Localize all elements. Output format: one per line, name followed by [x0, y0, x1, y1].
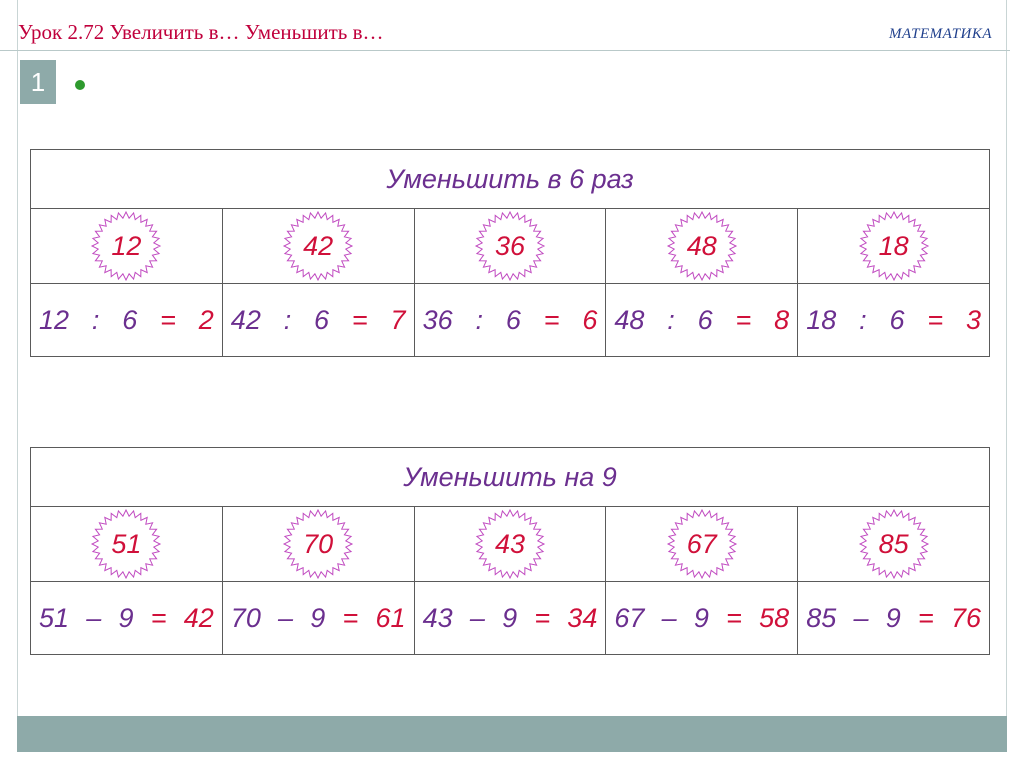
- operand-b: 9: [885, 602, 901, 633]
- number-cell: [414, 507, 606, 582]
- equals-sign: =: [534, 602, 551, 633]
- equation-cell: [414, 582, 606, 655]
- operand-a: 42: [230, 304, 261, 335]
- starburst-badge: [282, 210, 354, 282]
- task-heading: Уменьшить в 6 раз: [31, 150, 990, 209]
- operand-b: 9: [693, 602, 709, 633]
- number-cell: [414, 209, 606, 284]
- operator: –: [278, 602, 294, 633]
- equals-sign: =: [735, 304, 752, 335]
- operator: :: [859, 304, 867, 335]
- equation-cell: [31, 582, 223, 655]
- burst-number: 42: [303, 231, 334, 261]
- burst-number: 70: [303, 529, 334, 559]
- equation: [798, 305, 989, 336]
- equals-sign: =: [150, 602, 167, 633]
- operand-a: 70: [230, 602, 261, 633]
- burst-number: 18: [878, 231, 909, 261]
- subject-label: МАТЕМАТИКА: [889, 26, 992, 42]
- equation: [31, 305, 222, 336]
- result: 3: [965, 304, 981, 335]
- operator: –: [469, 602, 485, 633]
- starburst-badge: [858, 210, 930, 282]
- operand-b: 9: [118, 602, 134, 633]
- equals-sign: =: [726, 602, 742, 633]
- operator: :: [475, 304, 483, 335]
- result: 76: [950, 602, 981, 633]
- operator: :: [91, 304, 100, 335]
- equation-cell: [798, 284, 990, 357]
- operand-a: 18: [806, 304, 837, 335]
- operand-a: 67: [614, 602, 645, 633]
- burst-number: 43: [494, 529, 525, 559]
- lesson-title: Урок 2.72 Увеличить в… Уменьшить в…: [18, 20, 384, 44]
- equation-row: [31, 582, 990, 655]
- starburst-badge: [474, 508, 546, 580]
- number-cell: [222, 209, 414, 284]
- operand-a: 48: [614, 304, 645, 335]
- operand-b: 6: [505, 304, 521, 335]
- operator: –: [86, 602, 102, 633]
- operand-b: 6: [314, 304, 330, 335]
- operand-b: 6: [122, 304, 138, 335]
- equation-cell: [606, 284, 798, 357]
- burst-number: 48: [686, 231, 717, 261]
- operand-a: 36: [422, 304, 453, 335]
- equation: [606, 603, 797, 634]
- operand-b: 6: [697, 304, 713, 335]
- result: 34: [567, 602, 598, 633]
- equation: [31, 603, 222, 634]
- equals-sign: =: [351, 304, 368, 335]
- equation: [798, 603, 989, 634]
- equation: [223, 603, 414, 634]
- equation: [415, 305, 606, 336]
- number-cell: [606, 507, 798, 582]
- equals-sign: =: [342, 602, 359, 633]
- starburst-badge: [666, 210, 738, 282]
- operand-a: 12: [39, 304, 70, 335]
- equation-row: [31, 284, 990, 357]
- starburst-badge: [90, 508, 162, 580]
- burst-number: 12: [111, 231, 142, 261]
- starburst-badge: [474, 210, 546, 282]
- starburst-badge: [90, 210, 162, 282]
- number-cell: [31, 507, 223, 582]
- operator: :: [667, 304, 675, 335]
- slide-number-badge: 1: [20, 60, 56, 104]
- result: 6: [582, 304, 598, 335]
- number-cell: [798, 507, 990, 582]
- equals-sign: =: [543, 304, 560, 335]
- header-divider: [0, 50, 1010, 51]
- number-row: [31, 507, 990, 582]
- equation-cell: [31, 284, 223, 357]
- equation-cell: [414, 284, 606, 357]
- equation-cell: [222, 582, 414, 655]
- task-table-subtract: [30, 447, 990, 655]
- burst-number: 36: [494, 231, 525, 261]
- equals-sign: =: [160, 304, 176, 335]
- operand-a: 85: [806, 602, 837, 633]
- burst-number: 67: [686, 529, 717, 559]
- task-heading: Уменьшить на 9: [31, 448, 990, 507]
- equation-cell: [606, 582, 798, 655]
- result: 58: [759, 602, 790, 633]
- result: 7: [390, 304, 406, 335]
- number-row: [31, 209, 990, 284]
- task-table-divide: [30, 149, 990, 357]
- operand-b: 9: [310, 602, 326, 633]
- operand-a: 51: [39, 602, 70, 633]
- equation-cell: [798, 582, 990, 655]
- burst-number: 51: [111, 529, 142, 559]
- result: 8: [774, 304, 790, 335]
- operator: –: [853, 602, 869, 633]
- bullet-dot-icon: [75, 80, 85, 90]
- burst-number: 85: [878, 529, 909, 559]
- equation: [606, 305, 797, 336]
- operator: :: [283, 304, 292, 335]
- result: 2: [198, 304, 214, 335]
- equation: [223, 305, 414, 336]
- equals-sign: =: [917, 602, 934, 633]
- starburst-badge: [666, 508, 738, 580]
- operator: –: [661, 602, 677, 633]
- number-cell: [31, 209, 223, 284]
- operand-b: 9: [502, 602, 518, 633]
- operand-a: 43: [422, 602, 453, 633]
- starburst-badge: [282, 508, 354, 580]
- operand-b: 6: [889, 304, 905, 335]
- number-cell: [798, 209, 990, 284]
- equals-sign: =: [927, 304, 944, 335]
- number-cell: [222, 507, 414, 582]
- result: 42: [183, 602, 214, 633]
- equation-cell: [222, 284, 414, 357]
- starburst-badge: [858, 508, 930, 580]
- footer-bar: [17, 716, 1007, 752]
- equation: [415, 603, 606, 634]
- result: 61: [375, 602, 406, 633]
- number-cell: [606, 209, 798, 284]
